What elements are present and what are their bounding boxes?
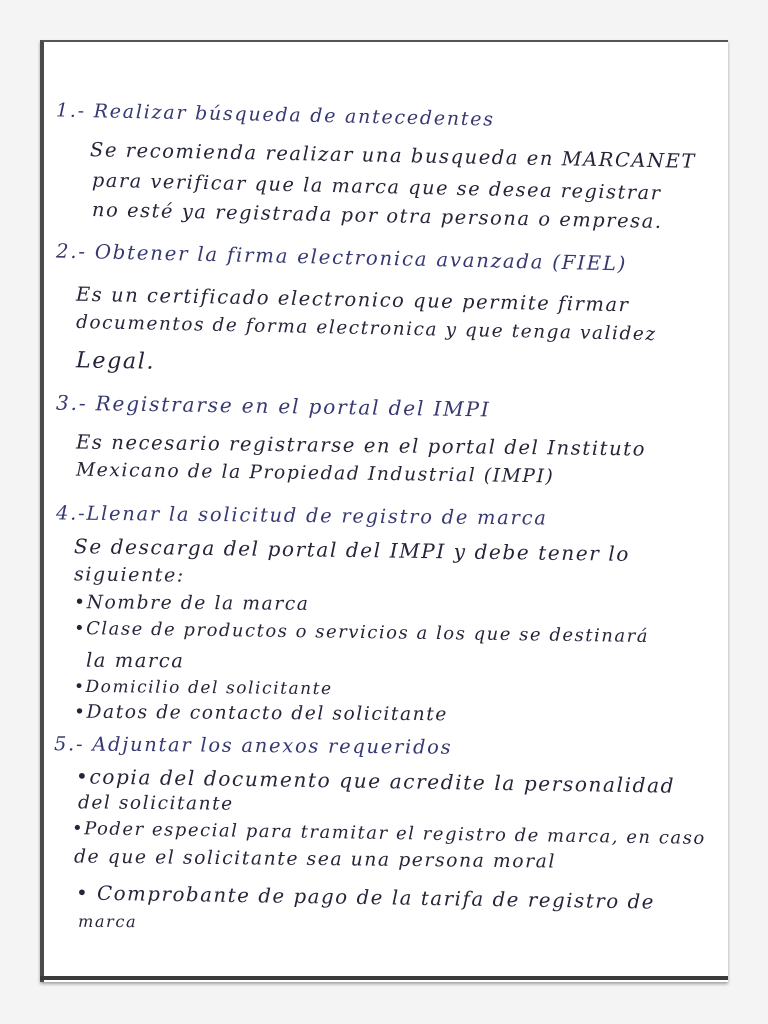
step-1-line-2: para verificar que la marca que se desea registrar [91,168,662,205]
step-5-bullet-1: •copia del documento que acredite la personalidad [75,764,676,798]
step-2-line-2: documentos de forma electronica y que tenga validez [75,311,657,346]
step-4-bullet-3: •Domicilio del solicitante [73,675,333,699]
step-5-bullet-2: •Poder especial para tramitar el registro de marca, en caso [71,818,706,849]
step-3-heading: 3.- Registrarse en el portal del IMPI [55,390,491,422]
step-4-line-2: siguiente: [73,563,185,587]
step-4-bullet-2: •Clase de productos o servicios a los que se destinará [73,617,650,648]
step-4-bullet-2-cont: la marca [85,648,185,673]
step-5-bullet-3: • Comprobante de pago de la tarifa de registro de [75,881,656,914]
step-1-line-3: no esté ya registrada por otra persona o empresa. [91,198,663,233]
step-4-heading: 4.-Llenar la solicitud de registro de marca [55,501,548,530]
step-3-line-2: Mexicano de la Propiedad Industrial (IMPI) [75,459,555,488]
step-3-line-1: Es necesario registrarse en el portal del Instituto [75,430,647,461]
step-5-bullet-1-cont: del solicitante [77,792,234,815]
step-2-line-1: Es un certificado electronico que permite firmar [75,282,630,317]
step-5-bullet-2-cont: de que el solicitante sea una persona moral [73,846,557,873]
step-2-line-3: Legal. [75,347,156,375]
step-4-line-1: Se descarga del portal del IMPI y debe tener lo [73,534,631,566]
step-4-bullet-4: •Datos de contacto del solicitante [73,701,448,726]
step-2-heading: 2.- Obtener la firma electronica avanzada (FIEL) [55,239,628,276]
step-5-bullet-3-cont: marca [77,911,138,932]
step-1-heading: 1.- Realizar búsqueda de antecedentes [55,99,496,131]
step-1-line-1: Se recomienda realizar una busqueda en MARCANET [89,138,697,173]
step-4-bullet-1: •Nombre de la marca [73,592,310,615]
step-5-heading: 5.- Adjuntar los anexos requeridos [53,732,453,759]
page-bottom-edge [40,976,728,980]
